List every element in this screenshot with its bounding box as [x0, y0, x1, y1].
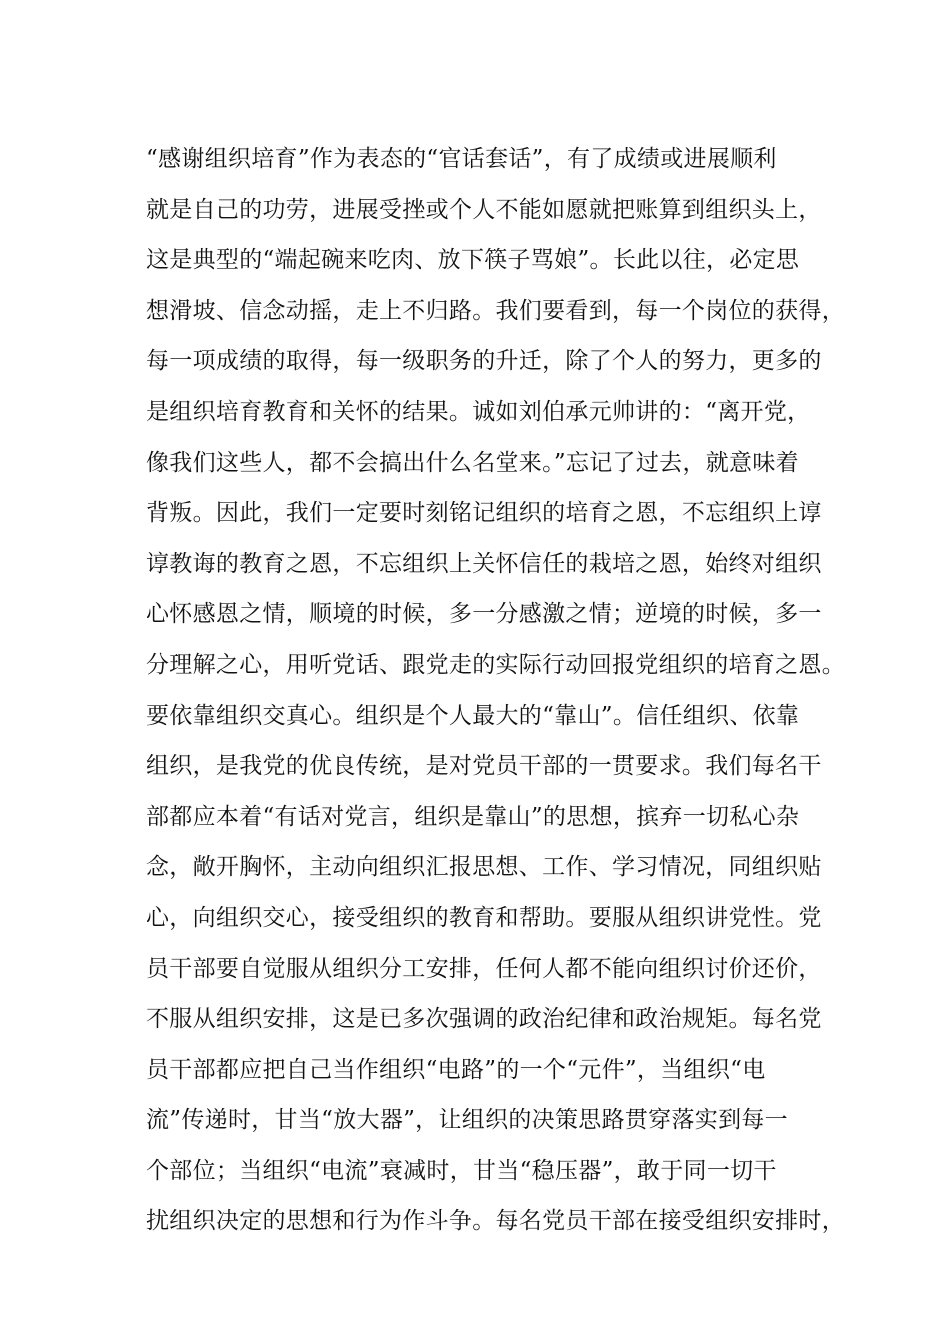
- text-line: 员干部都应把自己当作组织“电路”的一个“元件”，当组织“电: [146, 1056, 766, 1083]
- text-line: 扰组织决定的思想和行为作斗争。每名党员干部在接受组织安排时，: [146, 1208, 845, 1235]
- text-line: 心，向组织交心，接受组织的教育和帮助。要服从组织讲党性。党: [146, 904, 822, 931]
- text-line: 想滑坡、信念动摇，走上不归路。我们要看到，每一个岗位的获得，: [146, 297, 845, 324]
- text-line: 谆教诲的教育之恩，不忘组织上关怀信任的栽培之恩，始终对组织: [146, 550, 822, 577]
- text-line: 心怀感恩之情，顺境的时候，多一分感激之情；逆境的时候，多一: [146, 601, 822, 628]
- text-line: “感谢组织培育”作为表态的“官话套话”，有了成绩或进展顺利: [146, 146, 777, 172]
- body-text: [146, 134, 845, 1247]
- text-line: 要依靠组织交真心。组织是个人最大的“靠山”。信任组织、依靠: [146, 702, 800, 729]
- text-line: 员干部要自觉服从组织分工安排，任何人都不能向组织讨价还价，: [146, 955, 822, 982]
- text-line: 念，敞开胸怀，主动向组织汇报思想、工作、学习情况，同组织贴: [146, 854, 822, 881]
- text-line: 每一项成绩的取得，每一级职务的升迁，除了个人的努力，更多的: [146, 348, 822, 375]
- text-line: 流”传递时，甘当“放大器”，让组织的决策思路贯穿落实到每一: [146, 1107, 788, 1134]
- text-line: 个部位；当组织“电流”衰减时，甘当“稳压器”，敢于同一切干: [146, 1157, 777, 1184]
- text-line: 分理解之心，用听党话、跟党走的实际行动回报党组织的培育之恩。: [146, 651, 845, 678]
- text-line: 像我们这些人，都不会搞出什么名堂来。”忘记了过去，就意味着: [146, 449, 799, 476]
- text-line: 是组织培育教育和关怀的结果。诚如刘伯承元帅讲的：“离开党，: [146, 398, 811, 425]
- text-line: 组织，是我党的优良传统，是对党员干部的一贯要求。我们每名干: [146, 753, 822, 780]
- text-line: 背叛。因此，我们一定要时刻铭记组织的培育之恩，不忘组织上谆: [146, 500, 822, 527]
- text-line: 就是自己的功劳，进展受挫或个人不能如愿就把账算到组织头上，: [146, 196, 822, 223]
- text-line: 部都应本着“有话对党言，组织是靠山”的思想，摈弃一切私心杂: [146, 803, 800, 830]
- text-line: 这是典型的“端起碗来吃肉、放下筷子骂娘”。长此以往，必定思: [146, 247, 800, 274]
- text-line: 不服从组织安排，这是已多次强调的政治纪律和政治规矩。每名党: [146, 1006, 822, 1033]
